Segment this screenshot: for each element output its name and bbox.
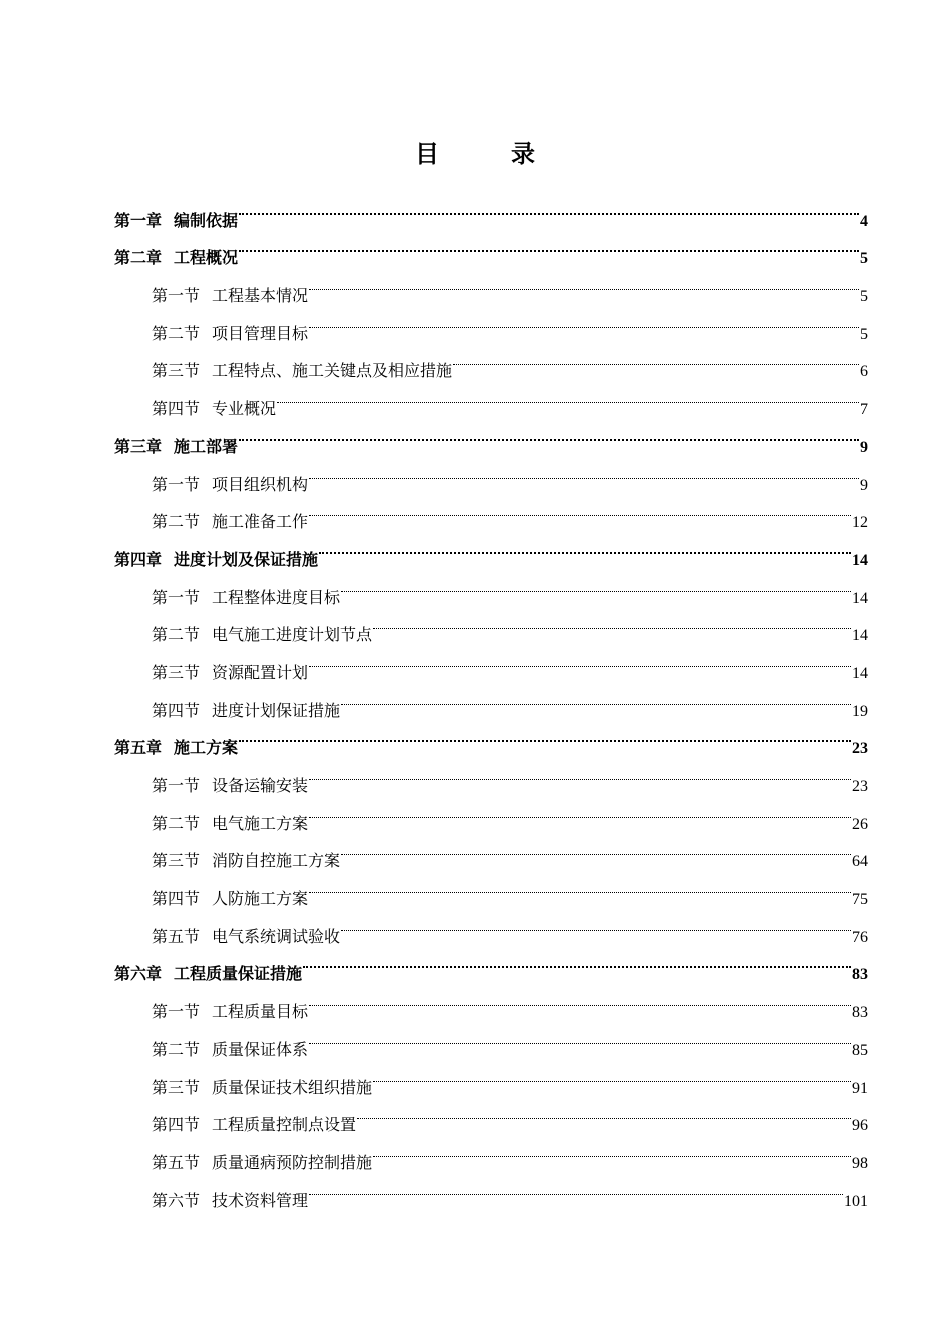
toc-entry-title: 质量保证体系 (212, 1039, 309, 1059)
toc-entry-prefix: 第二节 (152, 625, 201, 645)
toc-page-number: 75 (852, 891, 868, 909)
toc-entry-prefix: 第一节 (152, 587, 201, 607)
toc-dot-leader (309, 866, 851, 904)
toc-entry-prefix: 第一节 (152, 286, 201, 306)
toc-dot-leader (309, 640, 851, 678)
toc-dot-leader (453, 339, 859, 377)
toc-entry-title: 资源配置计划 (212, 662, 309, 682)
toc-entry-title: 工程质量控制点设置 (212, 1115, 357, 1135)
toc-dot-leader (309, 979, 851, 1017)
toc-entry-prefix: 第二节 (152, 323, 201, 343)
toc-page-number: 96 (852, 1117, 868, 1135)
toc-entry-title: 施工部署 (174, 436, 239, 456)
toc-dot-leader (373, 1055, 851, 1093)
toc-page-number: 23 (852, 778, 868, 795)
toc-entry-prefix: 第三章 (114, 436, 163, 456)
toc-page-number: 5 (860, 325, 868, 343)
toc-entry-prefix: 第一章 (114, 210, 163, 230)
toc-entry-prefix: 第一节 (152, 776, 201, 795)
toc-dot-leader (303, 942, 851, 980)
toc-page-number: 83 (852, 1004, 868, 1022)
toc-entry-prefix: 第四节 (152, 1115, 201, 1135)
toc-page-number: 14 (852, 664, 868, 682)
toc-entry-prefix: 第六节 (152, 1190, 201, 1210)
toc-page-number: 26 (852, 815, 868, 833)
toc-list (114, 188, 868, 1210)
toc-entry-prefix: 第五章 (114, 738, 163, 758)
toc-entry-title: 进度计划保证措施 (212, 700, 341, 720)
toc-page-number: 14 (852, 589, 868, 607)
toc-page-number: 4 (860, 212, 868, 230)
toc-entry-title: 人防施工方案 (212, 889, 309, 909)
toc-page-number: 12 (852, 514, 868, 532)
toc-entry-title: 工程特点、施工关键点及相应措施 (212, 361, 453, 381)
toc-page-number: 98 (852, 1154, 868, 1172)
toc-entry-title: 设备运输安装 (212, 776, 309, 795)
toc-entry-title: 质量保证技术组织措施 (212, 1077, 373, 1097)
toc-dot-leader (373, 1130, 851, 1168)
toc-dot-leader (309, 753, 851, 791)
toc-dot-leader (309, 301, 859, 339)
toc-entry-prefix: 第五节 (152, 1152, 201, 1172)
toc-dot-leader (277, 376, 859, 414)
toc-entry-title: 施工方案 (174, 738, 239, 758)
toc-entry-title: 质量通病预防控制措施 (212, 1152, 373, 1172)
toc-entry-title: 工程基本情况 (212, 286, 309, 306)
toc-page-number: 9 (860, 476, 868, 494)
toc-dot-leader (309, 490, 851, 528)
toc-entry-title: 项目组织机构 (212, 474, 309, 494)
toc-entry-title: 电气施工方案 (212, 813, 309, 833)
toc-dot-leader (357, 1093, 851, 1131)
toc-page-number: 5 (860, 288, 868, 306)
toc-entry-prefix: 第三节 (152, 662, 201, 682)
toc-chapter-entry[interactable] (114, 188, 868, 230)
toc-entry-title: 进度计划及保证措施 (174, 549, 319, 569)
toc-entry-prefix: 第四节 (152, 399, 201, 419)
toc-entry-title: 技术资料管理 (212, 1190, 309, 1210)
toc-entry-title: 工程整体进度目标 (212, 587, 341, 607)
toc-entry-prefix: 第三节 (152, 1077, 201, 1097)
toc-entry-title: 电气系统调试验收 (212, 926, 341, 946)
toc-page-number: 9 (860, 438, 868, 456)
toc-entry-title: 项目管理目标 (212, 323, 309, 343)
toc-entry-title: 电气施工进度计划节点 (212, 625, 373, 645)
toc-entry-title: 工程概况 (174, 248, 239, 268)
toc-entry-title: 消防自控施工方案 (212, 851, 341, 871)
toc-entry-prefix: 第四节 (152, 889, 201, 909)
toc-page-number: 83 (852, 966, 868, 984)
toc-dot-leader (239, 226, 859, 264)
toc-entry-title: 编制依据 (174, 210, 239, 230)
toc-entry-prefix: 第五节 (152, 926, 201, 946)
toc-entry-prefix: 第一节 (152, 474, 201, 494)
toc-entry-prefix: 第三节 (152, 361, 201, 381)
toc-dot-leader (341, 904, 851, 942)
page-title: 目 录 (415, 140, 559, 168)
toc-entry-prefix: 第六章 (114, 964, 163, 984)
toc-page-number: 23 (852, 740, 868, 758)
toc-page-number: 14 (852, 627, 868, 645)
toc-entry-prefix: 第一节 (152, 1002, 201, 1022)
toc-entry-title: 工程质量保证措施 (174, 964, 303, 984)
toc-entry-prefix: 第二章 (114, 248, 163, 268)
toc-entry-prefix: 第四节 (152, 700, 201, 720)
toc-entry-title: 施工准备工作 (212, 512, 309, 532)
toc-page-number: 91 (852, 1079, 868, 1097)
toc-page-number: 6 (860, 363, 868, 381)
toc-dot-leader (239, 414, 859, 452)
toc-dot-leader (341, 678, 851, 716)
toc-dot-leader (319, 527, 851, 565)
toc-dot-leader (309, 1168, 843, 1206)
toc-entry-title: 专业概况 (212, 399, 277, 419)
toc-page-number: 19 (852, 702, 868, 720)
toc-page-number: 76 (852, 928, 868, 946)
toc-dot-leader (239, 188, 859, 226)
toc-dot-leader (309, 791, 851, 829)
toc-page-number: 85 (852, 1041, 868, 1059)
toc-dot-leader (373, 603, 851, 641)
toc-entry-prefix: 第二节 (152, 1039, 201, 1059)
toc-page-number: 7 (860, 401, 868, 419)
toc-entry-prefix: 第二节 (152, 813, 201, 833)
toc-page-number: 101 (844, 1192, 868, 1210)
toc-dot-leader (309, 1017, 851, 1055)
toc-dot-leader (341, 829, 851, 867)
toc-entry-prefix: 第三节 (152, 851, 201, 871)
toc-dot-leader (239, 716, 851, 754)
toc-entry-title: 工程质量目标 (212, 1002, 309, 1022)
toc-entry-prefix: 第四章 (114, 549, 163, 569)
toc-page-number: 5 (860, 250, 868, 268)
toc-dot-leader (341, 565, 851, 603)
toc-entry-prefix: 第二节 (152, 512, 201, 532)
toc-page-number: 64 (852, 853, 868, 871)
toc-page-number: 14 (852, 551, 868, 569)
toc-dot-leader (309, 452, 859, 490)
toc-dot-leader (309, 263, 859, 301)
